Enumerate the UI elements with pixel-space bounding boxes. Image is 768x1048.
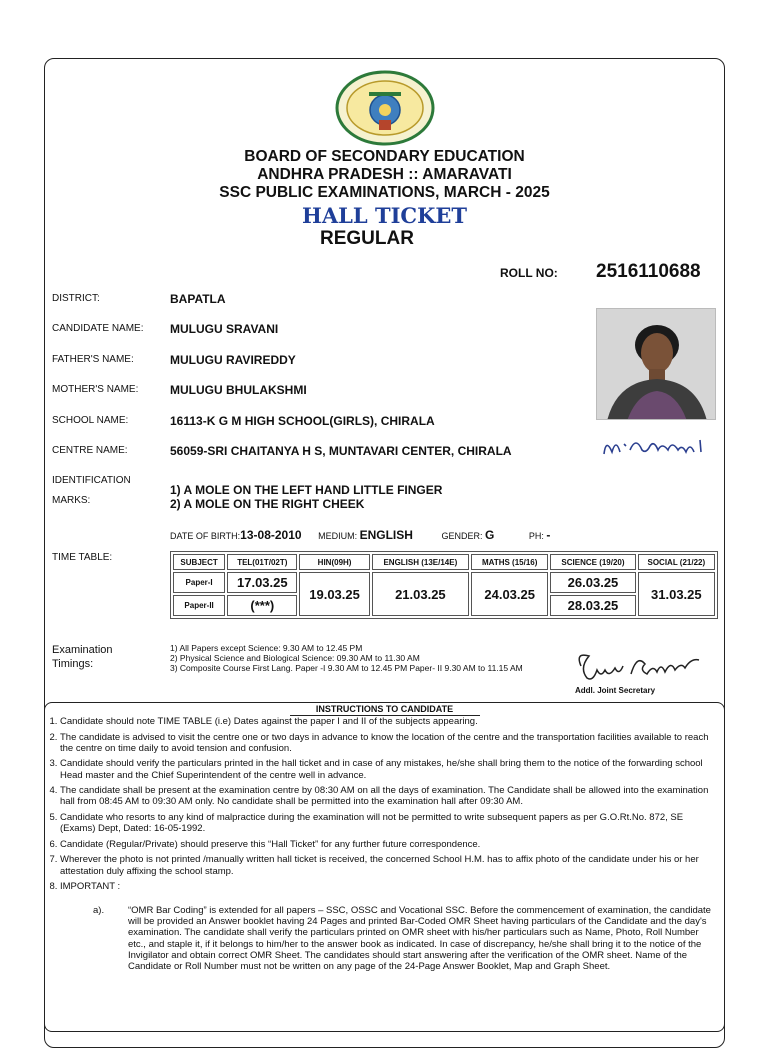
district-label: DISTRICT: bbox=[52, 293, 100, 304]
school-name-value: 16113-K G M HIGH SCHOOL(GIRLS), CHIRALA bbox=[170, 414, 435, 428]
instruction-item: 2. The candidate is advised to visit the centre one or two days in advance to know the location of the centre and the transportation facilities available to reach the centre on time daily to avoid tension and confusion. bbox=[60, 732, 714, 754]
school-name-label: SCHOOL NAME: bbox=[52, 415, 129, 426]
tel-paper2-date: (***) bbox=[227, 595, 297, 616]
time-table-row-paper1 bbox=[173, 572, 715, 593]
signatory-title: Addl. Joint Secretary bbox=[575, 686, 656, 695]
instruction-item: 1. Candidate should note TIME TABLE (i.e) Dates against the paper I and II of the subjects appearing. bbox=[60, 716, 714, 727]
secretary-signature-icon bbox=[575, 648, 705, 684]
father-name-label: FATHER'S NAME: bbox=[52, 354, 134, 365]
gender-value: G bbox=[484, 528, 495, 542]
header-maths: MATHS (15/16) bbox=[471, 554, 548, 570]
father-name-value: MULUGU RAVIREDDY bbox=[170, 353, 296, 367]
board-title: BOARD OF SECONDARY EDUCATION bbox=[244, 148, 525, 165]
centre-name-value: 56059-SRI CHAITANYA H S, MUNTAVARI CENTER, CHIRALA bbox=[170, 444, 512, 458]
instruction-item: 6. Candidate (Regular/Private) should preserve this “Hall Ticket” for any further future correspondence. bbox=[60, 839, 714, 850]
exam-timings-label bbox=[52, 643, 113, 671]
instruction-item: 4. The candidate shall be present at the examination centre by 08:30 AM on all the days of examination. The Candidate shall be allowed into the examination hall from 08:45 AM to 09:30 AM only. No candidate shall be permitted into the examination hall after 09:30 AM. bbox=[60, 785, 714, 807]
header-social: SOCIAL (21/22) bbox=[638, 554, 715, 570]
candidate-name-label: CANDIDATE NAME: bbox=[52, 323, 144, 334]
header-hin: HIN(09H) bbox=[299, 554, 369, 570]
ap-emblem-icon bbox=[335, 70, 435, 146]
exam-timings-text bbox=[170, 643, 560, 673]
hall-ticket-title: HALL TICKET bbox=[301, 203, 468, 228]
maths-date: 24.03.25 bbox=[471, 572, 548, 616]
exam-timing-2: 2) Physical Science and Biological Science: 09.30 AM to 11.30 AM bbox=[170, 653, 420, 663]
instructions-list bbox=[0, 716, 714, 897]
time-table-label: TIME TABLE: bbox=[52, 552, 113, 563]
medium-label: MEDIUM: bbox=[318, 531, 358, 541]
social-date: 31.03.25 bbox=[638, 572, 715, 616]
science-paper2-date: 28.03.25 bbox=[550, 595, 635, 616]
header-science: SCIENCE (19/20) bbox=[550, 554, 635, 570]
identification-label-2: MARKS: bbox=[52, 495, 91, 506]
sub-item-a-text: “OMR Bar Coding” is extended for all papers – SSC, OSSC and Vocational SSC. Before the commencement of examination, the candidate will be provided an Answer booklet having 24 Pages and printed Bar-Coded OMR Sheet having particulars of the Candidate and the day's examination. The candidate shall verify the particulars printed on OMR sheet with his/her particulars such as Name, Photo, Roll Number etc., and staple it, if it belongs to him/her to the answer book as indicated. In case of discrepancy, he/she shall bring it to the notice of the Invigilator and obtain correct OMR Sheet. The candidates should start answering after the verification of the OMR sheet. Name of the Candidate or Roll Number must not be written on any page of the 24-Page Answer Booklet, Map and Graph Sheet. bbox=[128, 905, 711, 973]
header-english: ENGLISH (13E/14E) bbox=[372, 554, 469, 570]
district-value: BAPATLA bbox=[170, 292, 226, 306]
ph-label: PH: bbox=[528, 531, 544, 541]
candidate-photo bbox=[596, 308, 716, 420]
exam-timing-3: 3) Composite Course First Lang. Paper -I 9.30 AM to 12.45 PM Paper- II 9.30 AM to 11.15 AM bbox=[170, 663, 523, 673]
exam-timings-label-2: Timings: bbox=[52, 658, 94, 670]
instruction-item: 5. Candidate who resorts to any kind of malpractice during the examination will not be permitted to write subsequent papers as per G.O.Rt.No. 872, SE (Exams) Dept, Dated: 16-05-1992. bbox=[60, 812, 714, 834]
header-tel: TEL(01T/02T) bbox=[227, 554, 297, 570]
roll-number-label: ROLL NO: bbox=[500, 266, 558, 280]
mother-name-label: MOTHER'S NAME: bbox=[52, 384, 139, 395]
tel-paper1-date: 17.03.25 bbox=[227, 572, 297, 593]
exam-timing-1: 1) All Papers except Science: 9.30 AM to 12.45 PM bbox=[170, 643, 363, 653]
candidate-photo-icon bbox=[597, 309, 716, 420]
hin-date: 19.03.25 bbox=[299, 572, 369, 616]
state-title: ANDHRA PRADESH :: AMARAVATI bbox=[257, 166, 512, 183]
category-label: REGULAR bbox=[320, 228, 414, 249]
time-table bbox=[170, 551, 718, 619]
identification-mark-1: 1) A MOLE ON THE LEFT HAND LITTLE FINGER bbox=[170, 483, 443, 497]
identification-label-1: IDENTIFICATION bbox=[52, 475, 131, 486]
exam-timings-label-1: Examination bbox=[52, 644, 113, 656]
personal-details-line bbox=[170, 528, 550, 542]
instructions-title: INSTRUCTIONS TO CANDIDATE bbox=[315, 704, 454, 714]
header-subject: SUBJECT bbox=[173, 554, 225, 570]
candidate-signature-icon bbox=[596, 426, 716, 464]
english-date: 21.03.25 bbox=[372, 572, 469, 616]
roll-number-value: 2516110688 bbox=[596, 261, 701, 282]
dob-label: DATE OF BIRTH: bbox=[170, 531, 241, 541]
exam-title: SSC PUBLIC EXAMINATIONS, MARCH - 2025 bbox=[219, 184, 550, 201]
sub-item-a-marker: a). bbox=[93, 905, 105, 916]
instruction-item: 3. Candidate should verify the particulars printed in the hall ticket and in case of any mistakes, he/she shall bring them to the notice of the forwarding school Head master and the Chief Superintendent of the centre well in advance. bbox=[60, 758, 714, 780]
candidate-name-value: MULUGU SRAVANI bbox=[170, 322, 279, 336]
mother-name-value: MULUGU BHULAKSHMI bbox=[170, 383, 307, 397]
paper2-label: Paper-II bbox=[173, 595, 225, 616]
instruction-item: 7. Wherever the photo is not printed /manually written hall ticket is received, the concerned School H.M. has to affix photo of the candidate under his or her attestation duly affixing the school stamp. bbox=[60, 854, 714, 876]
instruction-item: 8. IMPORTANT : bbox=[60, 881, 714, 892]
centre-name-label: CENTRE NAME: bbox=[52, 445, 128, 456]
science-paper1-date: 26.03.25 bbox=[550, 572, 635, 593]
time-table-header-row bbox=[173, 554, 715, 570]
ph-value: - bbox=[546, 528, 551, 542]
gender-label: GENDER: bbox=[441, 531, 483, 541]
medium-value: ENGLISH bbox=[359, 528, 413, 542]
paper1-label: Paper-I bbox=[173, 572, 225, 593]
dob-value: 13-08-2010 bbox=[240, 528, 302, 542]
identification-mark-2: 2) A MOLE ON THE RIGHT CHEEK bbox=[170, 497, 365, 511]
